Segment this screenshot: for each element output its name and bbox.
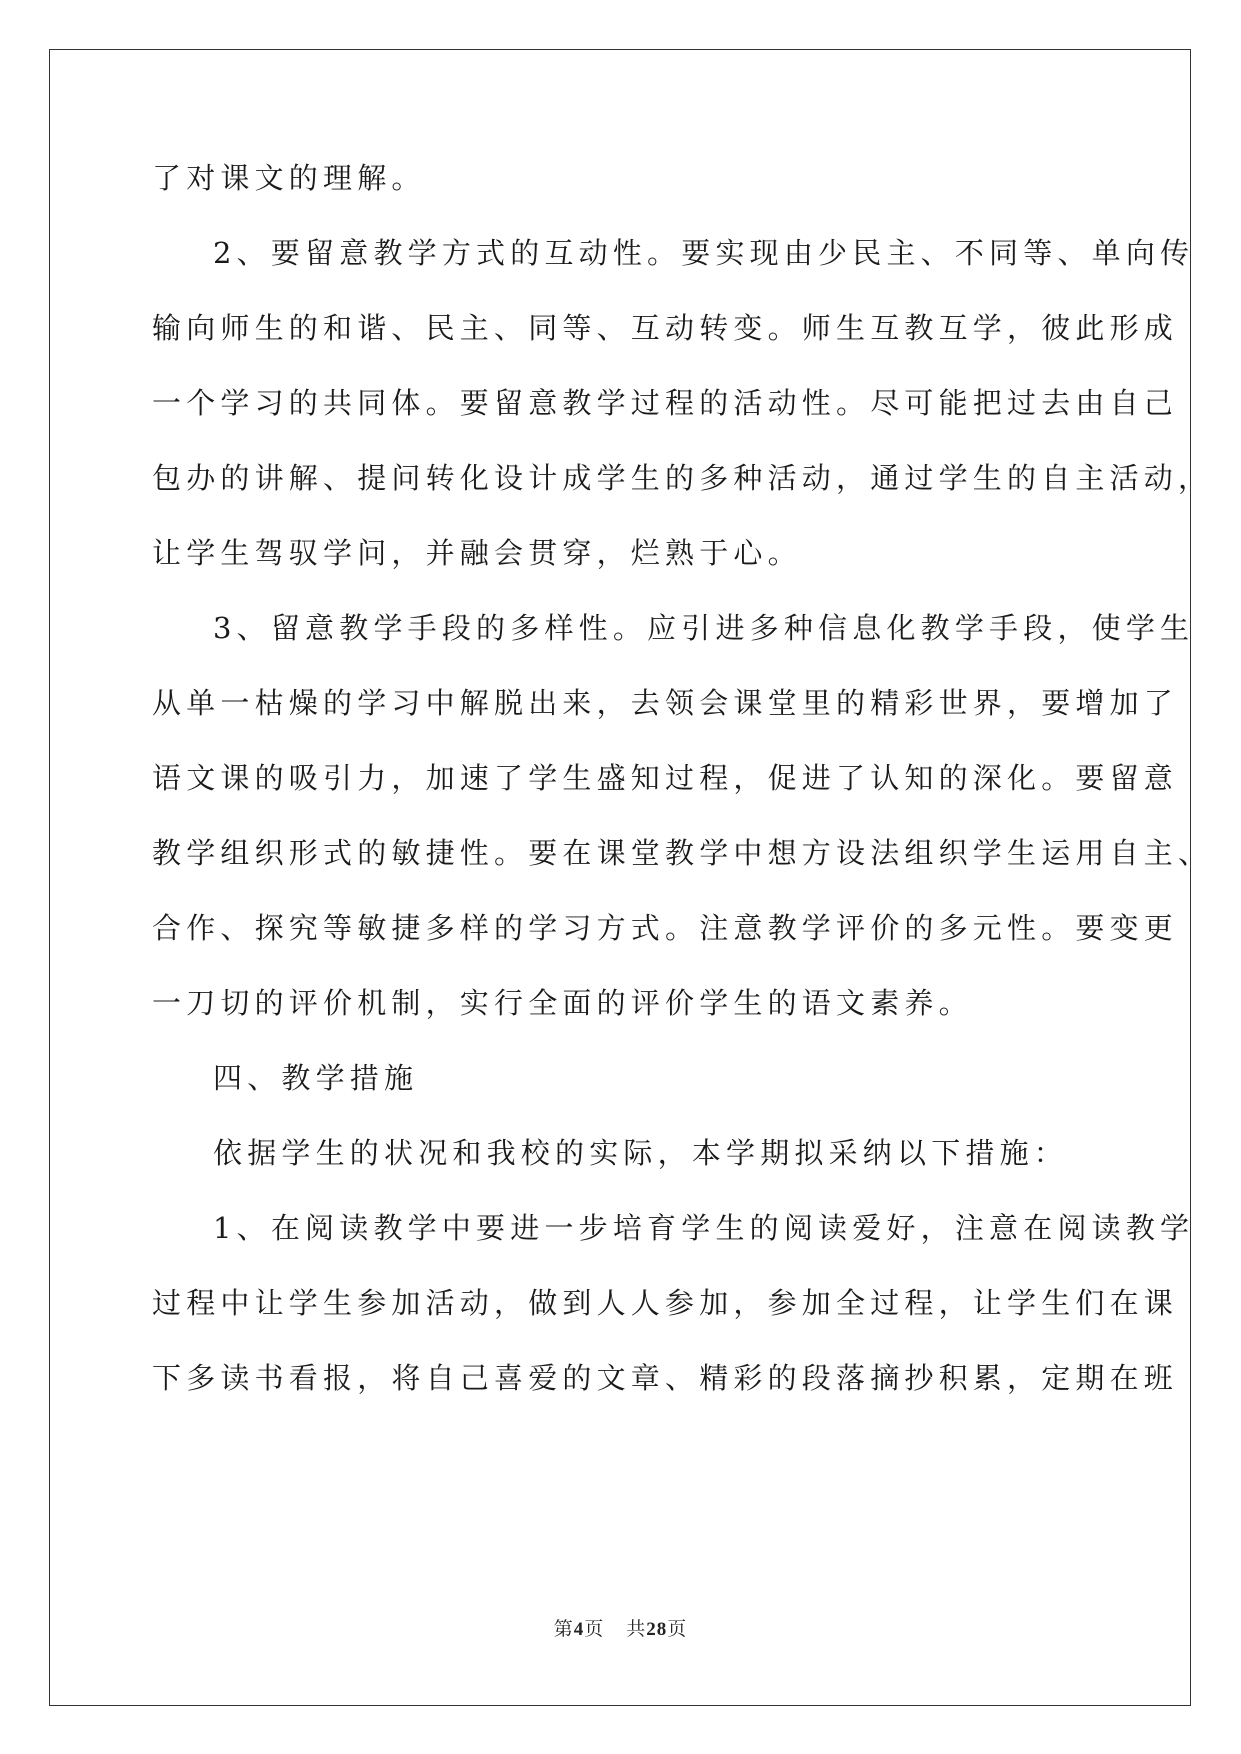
text-line: 输向师生的和谐、民主、同等、互动转变。师生互教互学，彼此形成 [152,311,1179,345]
text-line: 下多读书看报，将自己喜爱的文章、精彩的段落摘抄积累，定期在班 [152,1361,1179,1395]
text-line: 教学组织形式的敏捷性。要在课堂教学中想方设法组织学生运用自主、 [152,836,1213,870]
section-heading: 四、教学措施 [213,1061,419,1095]
text-line: 从单一枯燥的学习中解脱出来，去领会课堂里的精彩世界，要增加了 [152,686,1179,720]
total-prefix: 共 [626,1619,647,1640]
page-suffix: 页 [584,1619,605,1640]
text-line: 让学生驾驭学问，并融会贯穿，烂熟于心。 [152,536,802,570]
text-line: 依据学生的状况和我校的实际，本学期拟采纳以下措施： [213,1136,1069,1170]
text-line: 一个学习的共同体。要留意教学过程的活动性。尽可能把过去由自己 [152,386,1179,420]
total-suffix: 页 [667,1619,688,1640]
text-line: 2、要留意教学方式的互动性。要实现由少民主、不同等、单向传 [213,236,1195,270]
text-line: 1、在阅读教学中要进一步培育学生的阅读爱好，注意在阅读教学 [213,1211,1195,1245]
text-line: 过程中让学生参加活动，做到人人参加，参加全过程，让学生们在课 [152,1286,1179,1320]
total-pages: 28 [646,1619,668,1640]
page-prefix: 第 [553,1619,574,1640]
text-line: 合作、探究等敏捷多样的学习方式。注意教学评价的多元性。要变更 [152,911,1179,945]
text-line: 3、留意教学手段的多样性。应引进多种信息化教学手段，使学生 [213,611,1195,645]
page-border [49,49,1191,1706]
text-line: 一刀切的评价机制，实行全面的评价学生的语文素养。 [152,986,973,1020]
text-line: 语文课的吸引力，加速了学生盛知过程，促进了认知的深化。要留意 [152,761,1179,795]
page-footer [0,1614,1241,1641]
text-line: 包办的讲解、提问转化设计成学生的多种活动，通过学生的自主活动， [152,461,1213,495]
text-line: 了对课文的理解。 [152,161,426,195]
page-number: 4 [573,1619,585,1640]
